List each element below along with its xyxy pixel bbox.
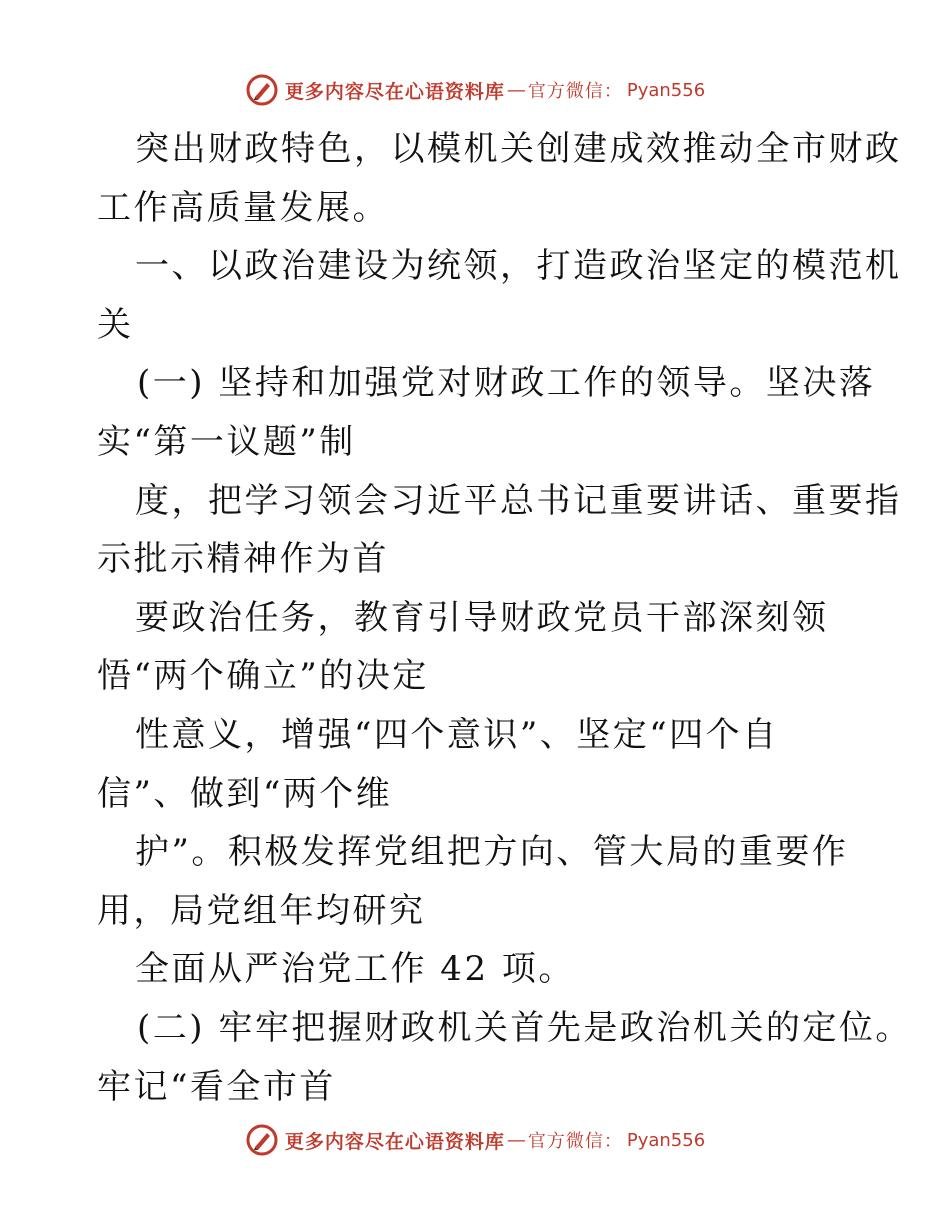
watermark-brand: 更多内容尽在心语资料库 — [284, 1130, 505, 1153]
paragraph-line: 要政治任务，教育引导财政党员干部深刻领 — [135, 597, 829, 638]
watermark-wechat-label: 官方微信： — [527, 81, 623, 102]
pen-circle-logo-icon — [245, 73, 279, 107]
paragraph-line: (二) 牢牢把握财政机关首先是政治机关的定位。 — [137, 1007, 912, 1048]
paragraph-line: 全面从严治党工作 42 项。 — [135, 949, 575, 990]
watermark-account: Pyan556 — [626, 79, 706, 101]
paragraph-line: 突出财政特色，以模机关创建成效推动全市财政 — [135, 129, 902, 169]
watermark-separator: — — [506, 1129, 526, 1151]
paragraph-line: 性意义，增强“四个意识”、坚定“四个自 — [135, 714, 779, 755]
paragraph-line: 用，局党组年均研究 — [97, 890, 426, 931]
document-body — [97, 120, 912, 1116]
watermark-separator: — — [506, 79, 526, 101]
paragraph-line: 实“第一议题”制 — [97, 421, 356, 462]
paragraph-line: 悟“两个确立”的决定 — [97, 656, 429, 697]
paragraph-line: 度，把学习领会习近平总书记重要讲话、重要指 — [135, 480, 902, 521]
section-heading-line: 关 — [97, 304, 134, 345]
paragraph-line: 牢记“看全市首 — [97, 1066, 336, 1107]
paragraph-line: (一) 坚持和加强党对财政工作的领导。坚决落 — [137, 363, 876, 404]
watermark-footer — [0, 1120, 950, 1160]
watermark-brand: 更多内容尽在心语资料库 — [284, 80, 505, 103]
watermark-account: Pyan556 — [626, 1129, 706, 1151]
paragraph-line: 工作高质量发展。 — [97, 187, 389, 228]
paragraph-line: 示批示精神作为首 — [97, 539, 389, 580]
section-heading-line: 一、以政治建设为统领，打造政治坚定的模范机 — [135, 246, 902, 287]
watermark-header — [0, 70, 950, 110]
paragraph-line: 信”、做到“两个维 — [97, 773, 393, 814]
watermark-wechat-label: 官方微信： — [527, 1131, 623, 1152]
paragraph-line: 护”。积极发挥党组把方向、管大局的重要作 — [135, 832, 849, 873]
pen-circle-logo-icon — [245, 1123, 279, 1157]
